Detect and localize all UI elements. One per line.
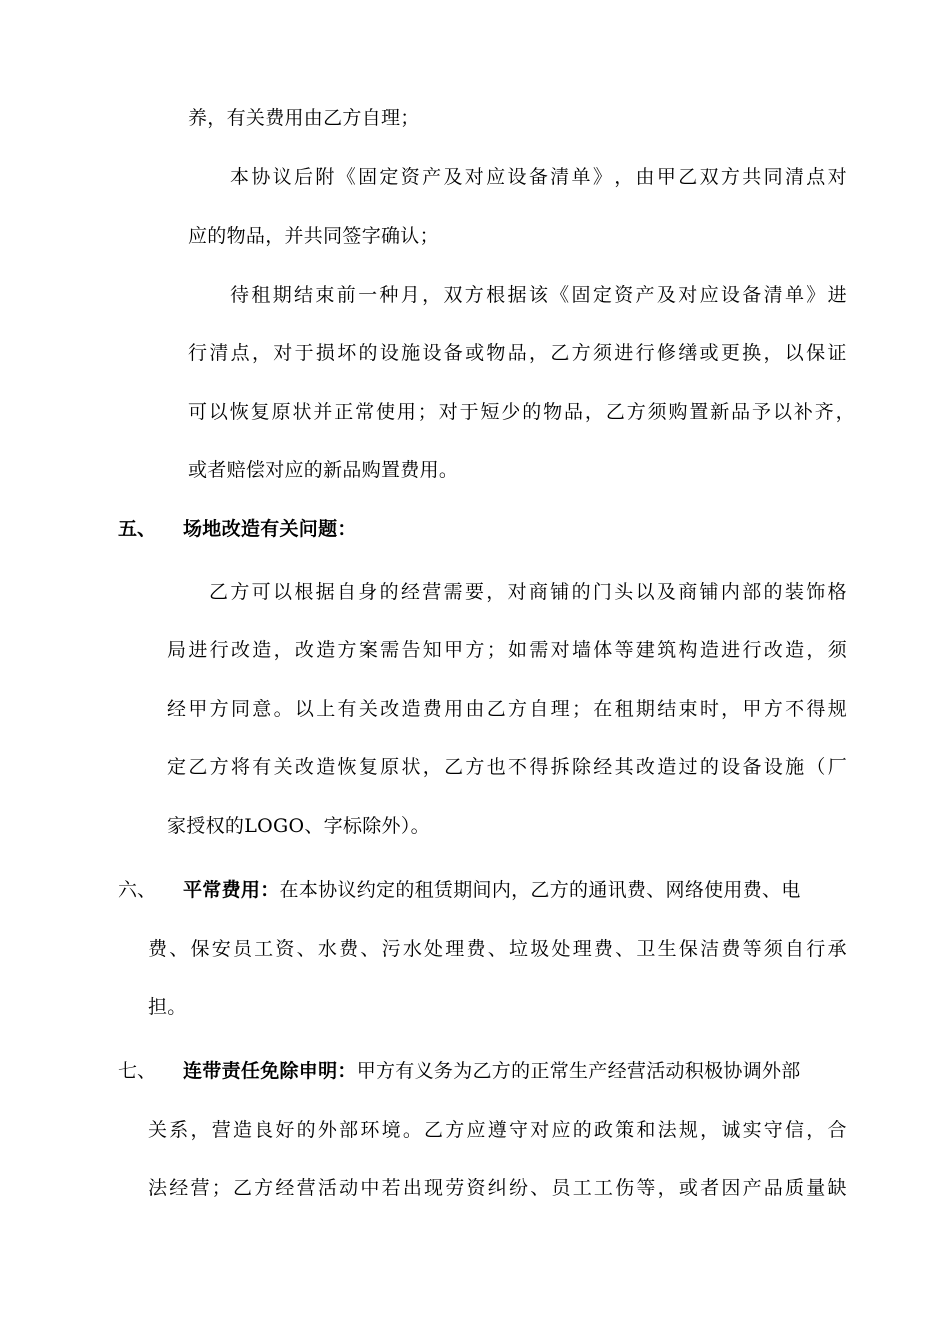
paragraph-line: 养，有关费用由乙方自理； (188, 107, 420, 129)
paragraph-line: 费 、 保 安 员 工 资 、 水 费 、 污 水 处 理 费 、 垃 圾 处 理 费 、 卫 生 保 洁 费 等 须 自 行 承 (148, 938, 847, 960)
paragraph-line: 本 协 议 后 附 《 固 定 资 产 及 对 应 设 备 清 单 》 ， 由 甲 乙 双 方 共 同 清 点 对 (230, 166, 847, 188)
section-text: 在本协议约定的租赁期间内，乙方的通讯费、网络使用费、电 (279, 879, 801, 901)
paragraph-line: 或者赔偿对应的新品购置费用。 (188, 459, 459, 481)
paragraph-line: 关 系 ， 营 造 良 好 的 外 部 环 境 。 乙 方 应 遵 守 对 应 的 政 策 和 法 规 ， 诚 实 守 信 ， 合 (148, 1119, 847, 1141)
paragraph-line: 经 甲 方 同 意 。 以 上 有 关 改 造 费 用 由 乙 方 自 理 ； 在 租 期 结 束 时 ， 甲 方 不 得 规 (167, 698, 847, 720)
section-first-line (183, 878, 847, 902)
section-title: 场地改造有关问题： (183, 518, 357, 540)
section-title: 连带责任免除申明： (183, 1060, 357, 1082)
section-number: 六、 (118, 879, 157, 901)
section-number: 五、 (118, 518, 157, 540)
paragraph-line: 应的物品，并共同签字确认； (188, 225, 439, 247)
paragraph-line: 法 经 营 ； 乙 方 经 营 活 动 中 若 出 现 劳 资 纠 纷 、 员 工 工 伤 等 ， 或 者 因 产 品 质 量 缺 (148, 1177, 847, 1199)
paragraph-line: 家授权的LOGO、字标除外）。 (167, 815, 430, 837)
section-first-line (183, 1059, 847, 1083)
paragraph-line: 待 租 期 结 束 前 一 种 月 ， 双 方 根 据 该 《 固 定 资 产 及 对 应 设 备 清 单 》 进 (230, 284, 847, 306)
section-title: 平常费用： (183, 879, 280, 901)
paragraph-line: 担。 (148, 996, 187, 1018)
paragraph-line: 乙 方 可 以 根 据 自 身 的 经 营 需 要 ， 对 商 铺 的 门 头 以 及 商 铺 内 部 的 装 饰 格 (209, 581, 847, 603)
paragraph-line: 定 乙 方 将 有 关 改 造 恢 复 原 状 ， 乙 方 也 不 得 拆 除 经 其 改 造 过 的 设 备 设 施 （ 厂 (167, 756, 847, 778)
section-text: 甲方有义务为乙方的正常生产经营活动积极协调外部 (356, 1060, 801, 1082)
section-number: 七、 (118, 1060, 157, 1082)
paragraph-line: 行 清 点 ， 对 于 损 坏 的 设 施 设 备 或 物 品 ， 乙 方 须 进 行 修 缮 或 更 换 ， 以 保 证 (188, 342, 847, 364)
paragraph-line: 可 以 恢 复 原 状 并 正 常 使 用 ； 对 于 短 少 的 物 品 ， 乙 方 须 购 置 新 品 予 以 补 齐 ， (188, 401, 855, 423)
paragraph-line: 局 进 行 改 造 ， 改 造 方 案 需 告 知 甲 方 ； 如 需 对 墙 体 等 建 筑 构 造 进 行 改 造 ， 须 (167, 639, 847, 661)
